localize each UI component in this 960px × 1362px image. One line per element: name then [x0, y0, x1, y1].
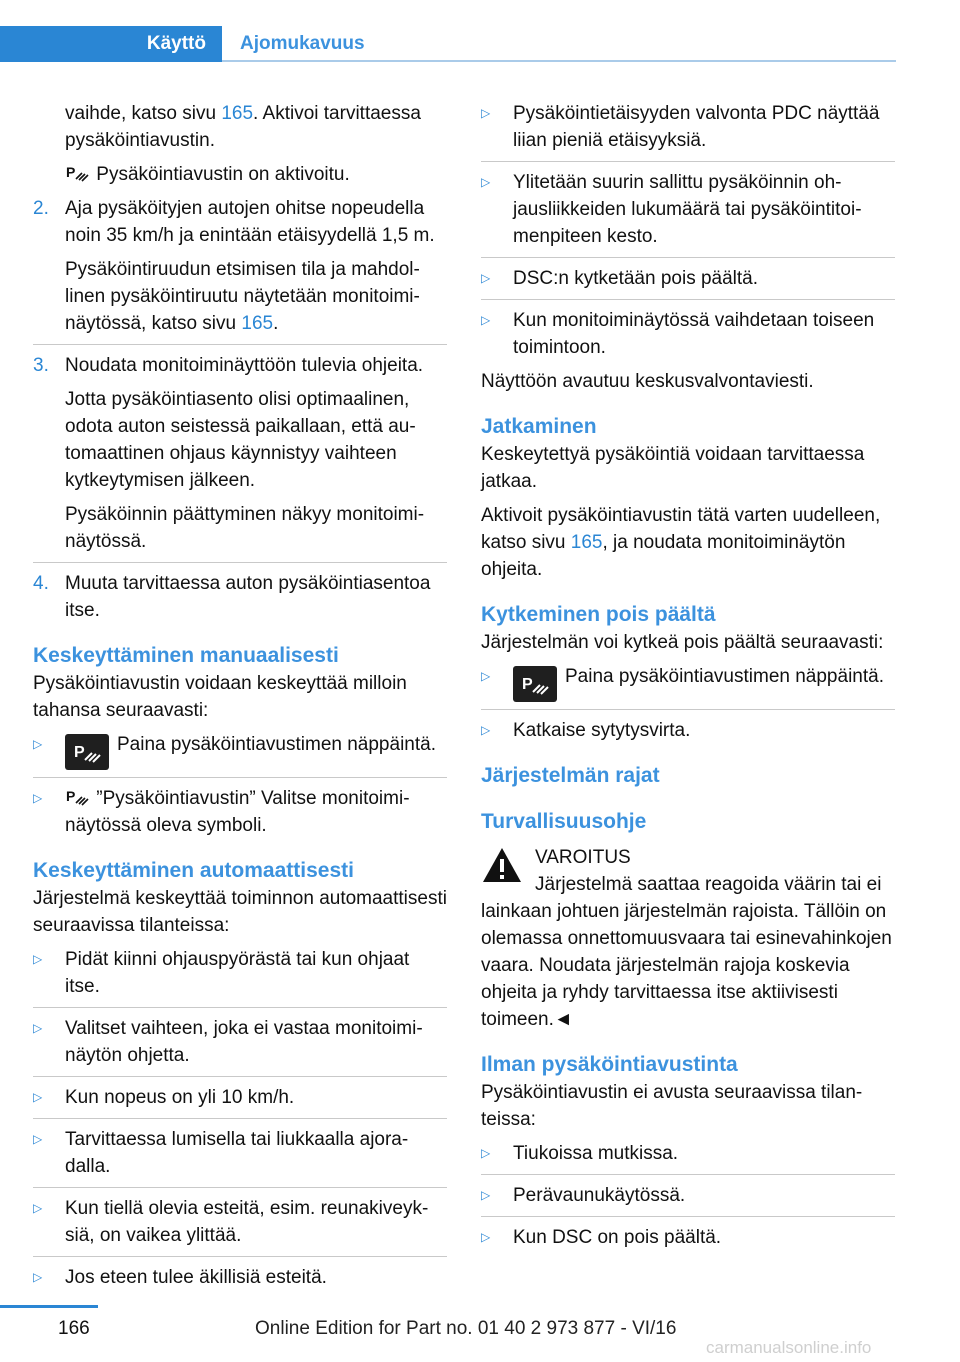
divider [481, 1216, 895, 1217]
tab-kaytto[interactable]: Käyttö [0, 26, 222, 62]
paragraph: Järjestelmän voi kytkeä pois päältä seuraavasti: [481, 632, 884, 653]
bullet-item: ▷ Pidät kiinni ohjauspyörästä tai kun ohjaat itse. [33, 946, 447, 1000]
bullet-item: ▷ Tiukoissa mutkissa. [481, 1140, 895, 1167]
divider [33, 1256, 447, 1257]
step1-continuation: vaihde, katso sivu 165. Aktivoi tarvittaessa pysäköintiavustin. [65, 103, 421, 151]
bullet-item: ▷ Tarvittaessa lumisella tai liukkaalla ajoradalla. [33, 1126, 447, 1180]
step3-continuation: Pysäköinnin päättyminen näkyy monitoiminäytössä. [65, 504, 425, 552]
bullet-icon: ▷ [33, 1270, 43, 1284]
page-link[interactable]: 165 [570, 532, 603, 553]
bullet-item: ▷ Kun DSC on pois päältä. [481, 1224, 895, 1251]
divider [33, 344, 447, 345]
divider [33, 562, 447, 563]
bullet-icon: ▷ [481, 1230, 491, 1244]
svg-text:P: P [522, 676, 533, 693]
paragraph: Pysäköintiavustin voidaan keskeyttää milloin tahansa seuraavasti: [33, 673, 407, 721]
bullet-icon: ▷ [33, 1021, 43, 1035]
paragraph: Keskeytettyä pysäköintiä voidaan tarvittaessa jatkaa. [481, 444, 865, 492]
edition-text: Online Edition for Part no. 01 40 2 973 877 - VI/16 [255, 1318, 677, 1339]
bullet-item: ▷ Ylitetään suurin sallittu pysäköinnin ohjausliikkeiden lukumäärä tai pysäköintitoimenpiteen kesto. [481, 169, 895, 250]
heading-auto-interrupt: Keskeyttäminen automaattisesti [33, 859, 354, 882]
bullet-icon: ▷ [33, 1090, 43, 1104]
divider [33, 1187, 447, 1188]
heading-system-limits: Järjestelmän rajat [481, 764, 660, 787]
bullet-item: ▷ P ”Pysäköintiavustin” Valitse monitoiminäytössä oleva symboli. [33, 785, 447, 839]
bullet-item: ▷ Valitset vaihteen, joka ei vastaa monitoiminäytön ohjetta. [33, 1015, 447, 1069]
bullet-icon: ▷ [33, 952, 43, 966]
bullet-icon: ▷ [33, 1201, 43, 1215]
step3-continuation: Jotta pysäköintiasento olisi optimaalinen, odota auton seistessä paikallaan, että automaattinen ohjaus käynnistyy vaihteen kytkeytymisen jälkeen. [65, 389, 416, 491]
svg-text:P: P [66, 164, 76, 180]
bullet-icon: ▷ [481, 723, 491, 737]
bullet-icon: ▷ [33, 1132, 43, 1146]
footer-rule [0, 1305, 98, 1308]
page-number: 166 [58, 1318, 90, 1339]
heading-continue: Jatkaminen [481, 415, 597, 438]
bullet-item: ▷ Katkaise sytytysvirta. [481, 717, 895, 744]
warning-text: Järjestelmä saattaa reagoida väärin tai ei lainkaan johtuen järjestelmän rajoista. Tällöin on olemassa onnettomuusvaara tai esinevahinkojen vaara. Noudata järjestelmän rajoja koskevia ohjeita ja ryhdy tarvittaessa itse aktiivisesti toimeen.◄ [481, 874, 892, 1030]
divider [481, 1174, 895, 1175]
bullet-icon: ▷ [481, 1188, 491, 1202]
divider [33, 1007, 447, 1008]
divider [33, 777, 447, 778]
bullet-icon: ▷ [481, 1146, 491, 1160]
heading-without-assistant: Ilman pysäköintiavustinta [481, 1053, 738, 1076]
paragraph: Järjestelmä keskeyttää toiminnon automaattisesti seuraavissa tilanteissa: [33, 888, 447, 936]
divider [33, 1118, 447, 1119]
bullet-item: ▷ Kun tiellä olevia esteitä, esim. reunakiveyksiä, on vaikea ylittää. [33, 1195, 447, 1249]
svg-text:P: P [74, 744, 85, 761]
page-link[interactable]: 165 [241, 313, 274, 334]
step1-status: P Pysäköintiavustin on aktivoitu. [66, 164, 350, 185]
step-3: 3. Noudata monitoiminäyttöön tulevia ohjeita. [33, 355, 424, 376]
paragraph: Pysäköintiavustin ei avusta seuraavissa tilanteissa: [481, 1082, 863, 1130]
page-link[interactable]: 165 [221, 103, 254, 124]
step-2: 2. Aja pysäköityjen autojen ohitse nopeudella noin 35 km/h ja enintään etäisyydellä 1,5 m. [33, 198, 435, 246]
divider [481, 257, 895, 258]
bullet-icon: ▷ [481, 271, 491, 285]
watermark: carmanualsonline.info [706, 1338, 872, 1357]
bullet-item: ▷ P Paina pysäköintiavustimen näppäintä. [481, 663, 895, 702]
heading-switch-off: Kytkeminen pois päältä [481, 603, 716, 626]
header-tabs [0, 26, 365, 62]
divider [481, 299, 895, 300]
bullet-icon: ▷ [481, 313, 491, 327]
parking-button-icon [513, 666, 557, 702]
bullet-icon: ▷ [481, 175, 491, 189]
bullet-item: ▷ Pysäköintietäisyyden valvonta PDC näyttää liian pieniä etäisyyksiä. [481, 100, 895, 154]
heading-manual-interrupt: Keskeyttäminen manuaalisesti [33, 644, 339, 667]
warning-triangle-icon [481, 846, 523, 884]
bullet-icon: ▷ [33, 737, 43, 751]
bullet-icon: ▷ [33, 791, 43, 805]
divider [33, 1076, 447, 1077]
bullet-icon: ▷ [481, 669, 491, 683]
divider [481, 161, 895, 162]
svg-text:P: P [66, 788, 76, 804]
step2-continuation: Pysäköintiruudun etsimisen tila ja mahdollinen pysäköintiruutu näytetään monitoiminäytössä, katso sivu 165. [65, 259, 420, 334]
bullet-item: ▷ Kun nopeus on yli 10 km/h. [33, 1084, 447, 1111]
bullet-item: ▷ Jos eteen tulee äkillisiä esteitä. [33, 1264, 447, 1291]
bullet-icon: ▷ [481, 106, 491, 120]
paragraph: Aktivoit pysäköintiavustin tätä varten uudelleen, katso sivu 165, ja noudata monitoiminäytön ohjeita. [481, 505, 881, 580]
bullet-item: ▷ DSC:n kytketään pois päältä. [481, 265, 895, 292]
parking-button-icon [65, 734, 109, 770]
bullet-item: ▷ Perävaunukäytössä. [481, 1182, 895, 1209]
warning-title: VAROITUS [535, 847, 631, 868]
parking-assistant-icon [65, 163, 91, 183]
left-column [33, 100, 447, 1298]
header-rule [222, 60, 896, 62]
paragraph: Näyttöön avautuu keskusvalvontaviesti. [481, 371, 814, 392]
bullet-item: ▷ Kun monitoiminäytössä vaihdetaan toiseen toimintoon. [481, 307, 895, 361]
right-column [481, 100, 895, 1258]
warning-block [481, 844, 895, 1033]
bullet-item: ▷ P Paina pysäköintiavustimen näppäintä. [33, 731, 447, 770]
step-4: 4. Muuta tarvittaessa auton pysäköintiasentoa itse. [33, 573, 431, 621]
parking-assistant-icon [65, 787, 91, 807]
divider [481, 709, 895, 710]
heading-safety: Turvallisuusohje [481, 810, 647, 833]
tab-ajomukavuus[interactable]: Ajomukavuus [240, 33, 365, 54]
